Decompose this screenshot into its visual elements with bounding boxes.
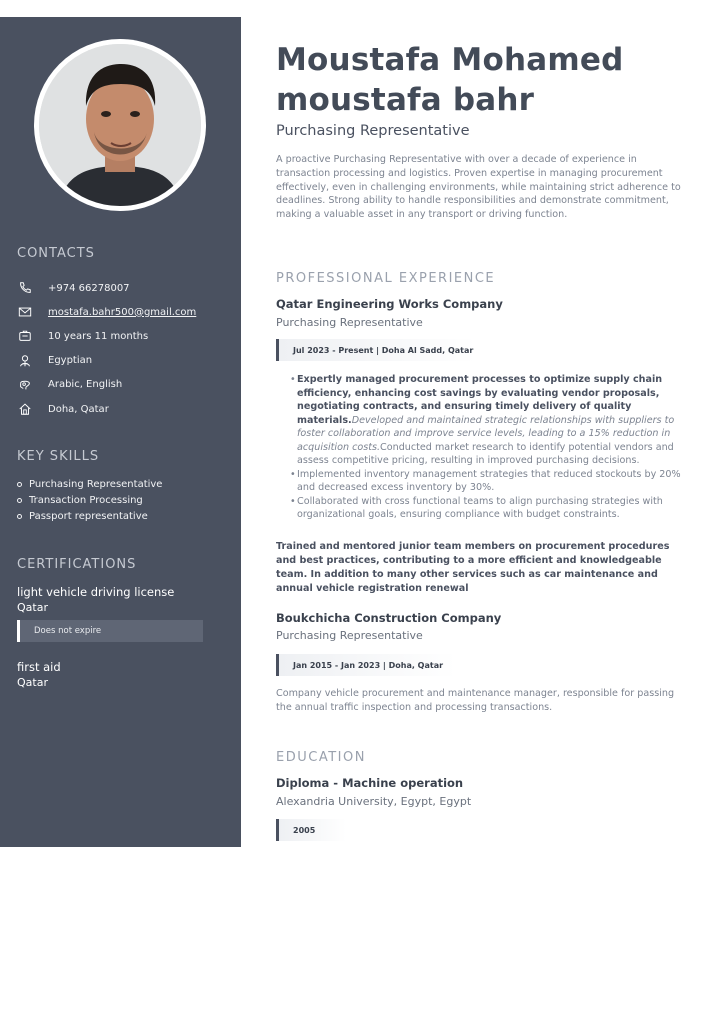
- contact-list: [17, 276, 227, 421]
- nationality-icon: [17, 353, 32, 368]
- bullet-item: • Collaborated with cross functional teams to align purchasing strategies with organizational goals, ensuring compliance with budget constraints.: [291, 495, 691, 522]
- contact-nationality: [17, 349, 227, 373]
- job-role: Purchasing Representative: [276, 629, 423, 642]
- contact-experience: [17, 324, 227, 348]
- job-company: Boukchicha Construction Company: [276, 611, 502, 625]
- profile-photo-frame: [34, 39, 206, 211]
- nationality: Egyptian: [48, 355, 93, 367]
- certifications-heading: CERTIFICATIONS: [17, 557, 137, 572]
- phone-number: +974 66278007: [48, 282, 130, 294]
- skills-heading: KEY SKILLS: [17, 449, 100, 464]
- home-icon: [17, 402, 32, 417]
- certification-item: [17, 659, 217, 691]
- job-dates: Jan 2015 - Jan 2023 | Doha, Qatar: [276, 654, 456, 676]
- certification-name: first aid: [17, 660, 61, 674]
- certification-place: Qatar: [17, 601, 48, 614]
- job-role: Purchasing Representative: [276, 316, 423, 329]
- contacts-heading: CONTACTS: [17, 246, 95, 261]
- languages: Arabic, English: [48, 379, 123, 391]
- certification-place: Qatar: [17, 676, 48, 689]
- certification-name: light vehicle driving license: [17, 585, 175, 599]
- skill-item: Purchasing Representative: [17, 476, 227, 492]
- profile-summary: A proactive Purchasing Representative with over a decade of experience in transaction processing and logistics. Proven expertise in managing procurement effectively, even in challenging environments, while maintaining strict adherence to deadlines. Strong ability to handle responsibilities and demonstrate commitment, making a valuable asset in any transport or driving function.: [276, 154, 681, 221]
- education-year: 2005: [276, 819, 346, 841]
- job-company: Qatar Engineering Works Company: [276, 297, 503, 311]
- experience-heading: PROFESSIONAL EXPERIENCE: [276, 271, 496, 286]
- contact-email: [17, 300, 227, 324]
- education-degree: Diploma - Machine operation: [276, 776, 464, 790]
- job-closing-text: Trained and mentored junior team members on procurement procedures and best practices, contributing to a more efficient and knowledgeable team. In addition to many other services such as car maintenance and annual vehicle registration renewal: [276, 541, 670, 594]
- skill-item: Transaction Processing: [17, 492, 227, 508]
- full-name-line2: moustafa bahr: [276, 82, 535, 118]
- job-dates: Jul 2023 - Present | Doha Al Sadd, Qatar: [276, 339, 476, 361]
- education-school: Alexandria University, Egypt, Egypt: [276, 795, 472, 808]
- bullet-item: • Expertly managed procurement processes to optimize supply chain efficiency, enhancing cost savings by evaluating vendor proposals, negotiating contracts, and ensuring timely delivery of quality materials.Developed and maintained strategic relationships with suppliers to foster collaboration and improve service levels, leading to a 15% reduction in acquisition costs.Conducted market research to identify potential vendors and assess competitive pricing, resulting in improved purchasing decisions.: [291, 373, 691, 468]
- certification-expiry-badge: Does not expire: [17, 620, 203, 642]
- email-link[interactable]: mostafa.bahr500@gmail.com: [48, 306, 197, 318]
- full-name-line1: Moustafa Mohamed: [276, 42, 624, 78]
- bullet-item: • Implemented inventory management strategies that reduced stockouts by 20% and decreased excess inventory by 30%.: [291, 468, 691, 495]
- email-icon: [17, 305, 32, 320]
- contact-phone: [17, 276, 227, 300]
- sidebar: [0, 17, 241, 847]
- job-bullets: [291, 373, 691, 522]
- skills-list: [17, 476, 227, 525]
- experience-years: 10 years 11 months: [48, 330, 149, 342]
- profile-photo: [39, 44, 201, 206]
- job-title: Purchasing Representative: [276, 123, 470, 139]
- language-icon: [17, 377, 32, 392]
- skill-item: Passport representative: [17, 508, 227, 524]
- bullet-icon: [17, 498, 22, 503]
- education-heading: EDUCATION: [276, 750, 366, 765]
- header: [276, 40, 696, 222]
- phone-icon: [17, 281, 32, 296]
- experience-icon: [17, 329, 32, 344]
- bullet-icon: [17, 482, 22, 487]
- contact-languages: [17, 373, 227, 397]
- job-description: Company vehicle procurement and maintenance manager, responsible for passing the annual traffic inspection and processing transactions.: [276, 688, 675, 713]
- certification-item: [17, 584, 217, 642]
- contact-location: [17, 397, 227, 421]
- location: Doha, Qatar: [48, 403, 109, 415]
- bullet-icon: [17, 514, 22, 519]
